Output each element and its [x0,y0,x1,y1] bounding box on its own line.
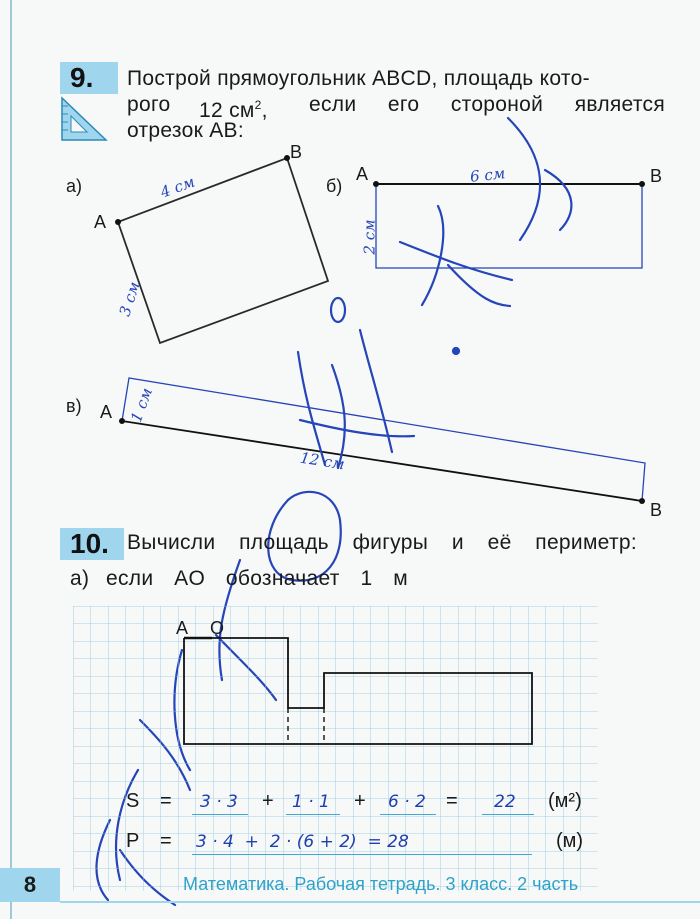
area-label: S [126,790,140,812]
plus-sign: + [262,790,274,812]
task-10-sub-a-text: если AO обозначает 1 м [106,567,408,590]
side-ab-length: 12 см [298,448,346,474]
book-title: Математика. Рабочая тетрадь. 3 класс. 2 часть [183,874,579,894]
area-term-1: 3 · 3 [200,792,238,812]
point-b-label: B [650,500,663,520]
side-ab-length: 6 см [469,164,507,186]
point-b-label: B [650,166,663,186]
task-9-line-2-start: рого [127,93,171,116]
side-ab-length: 4 см [157,172,198,202]
perimeter-unit: (м) [556,830,584,852]
task-9-line-3: отрезок AB: [127,119,244,142]
area-unit: (м²) [548,790,582,812]
perimeter-label: P [126,830,140,852]
area-result: 22 [494,792,516,812]
task-10-text: Вычисли площадь фигуры и её периметр: [127,531,637,554]
part-b-label: б) [326,176,343,196]
task-10-number: 10. [60,528,124,560]
point-a-label: A [356,164,369,184]
task-9-number: 9. [60,62,118,94]
task-9-area-value: 12 $см^2$, [199,98,268,122]
task-10-sub-a-label: а) [70,567,90,590]
point-a-label: A [94,212,107,232]
equals-sign: = [160,790,172,812]
equals-sign: = [446,790,458,812]
task-9-line-2-end: если его стороной является [309,93,665,116]
equals-sign: = [160,830,172,852]
side-ad-length: 3 см [115,279,144,319]
point-o-label: O [210,618,225,638]
part-a-label: а) [66,176,83,196]
task-9-line-1: Построй прямоугольник ABCD, площадь кото- [127,67,590,90]
perimeter-expression: 3 · 4 + 2 · (6 + 2) = 28 [196,832,409,852]
side-ad-length: 2 см [360,219,379,255]
plus-sign: + [354,790,366,812]
area-term-3: 6 · 2 [388,792,426,812]
part-c-label: в) [66,396,82,416]
page-number: 8 [0,868,60,902]
point-b-label: B [290,142,303,162]
side-ad-length: 1 см [127,385,157,425]
point-a-label: A [176,618,189,638]
area-term-2: 1 · 1 [292,792,330,812]
point-a-label: A [100,402,113,422]
